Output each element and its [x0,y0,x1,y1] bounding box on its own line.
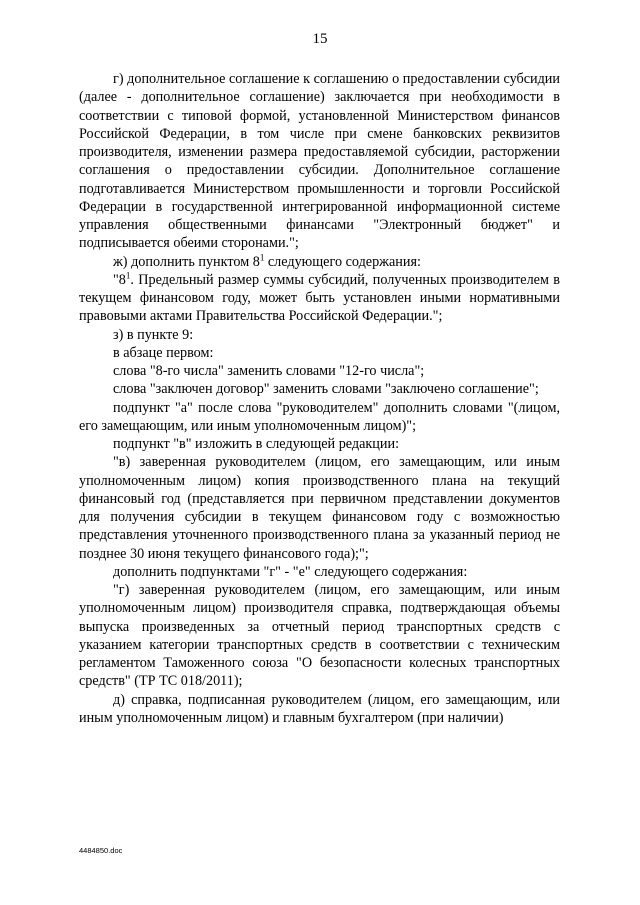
paragraph: слова "заключен договор" заменить словами "заключено соглашение"; [113,381,539,398]
paragraph: д) справка, подписанная руководителем (лицом, его замещающим, или иным уполномоченным лицом) и главным бухгалтером (при наличии) [79,691,560,726]
paragraph-text: ж) дополнить пунктом 8 [113,253,260,270]
superscript: 1 [125,270,131,281]
paragraph-text: следующего содержания: [264,253,421,270]
paragraph: в абзаце первом: [113,344,214,361]
superscript: 1 [259,251,265,262]
paragraph [79,271,560,326]
paragraph: слова "8-го числа" заменить словами "12-го числа"; [113,363,425,379]
document-body [79,70,560,727]
page-number: 15 [312,31,328,47]
paragraph: "г) заверенная руководителем (лицом, его замещающим, или иным уполномоченным лицом) производителя справка, подтверждающая объемы выпуска произведенных за отчетный период транспортных средств с указанием категории транспортных средств в соответствии с техническим регламентом Таможенного союза "О безопасности колесных транспортных средств" (ТР ТС 018/2011); [79,582,560,690]
paragraph-text: . Предельный размер суммы субсидий, полученных производителем в текущем финансовом году, может быть установлен иными нормативными правовыми актами Правительства Российской Федерации."; [79,271,560,325]
paragraph: "в) заверенная руководителем (лицом, его замещающим, или иным уполномоченным лицом) копия производственного плана на текущий финансовый год (представляется при первичном представлении документов для получения субсидии в текущем финансовом году с возможностью представления уточненного производственного плана за указанный период не позднее 30 июня текущего финансового года);"; [79,454,560,562]
paragraph: подпункт "в" изложить в следующей редакции: [113,436,400,452]
paragraph: з) в пункте 9: [113,326,194,343]
paragraph-text: "8 [113,271,126,288]
paragraph: г) дополнительное соглашение к соглашению о предоставлении субсидии (далее - дополнительное соглашение) заключается при необходимости в соответствии с типовой формой, установленной Министерством финансов Российской Федерации, в том числе при смене банковских реквизитов производителя, изменении размера предоставляемой субсидии, расторжении соглашения о предоставлении субсидии. Дополнительное соглашение подготавливается Министерством промышленности и торговли Российской Федерации в государственной интегрированной информационной системе управления общественными финансами "Электронный бюджет" и подписывается обеими сторонами."; [79,71,560,252]
paragraph: подпункт "а" после слова "руководителем" дополнить словами "(лицом, его замещающим, или иным уполномоченным лицом)"; [79,399,560,434]
document-footer: 4484850.doc [79,846,123,855]
paragraph: дополнить подпунктами "г" - "е" следующего содержания: [113,563,468,580]
paragraph [79,253,560,271]
